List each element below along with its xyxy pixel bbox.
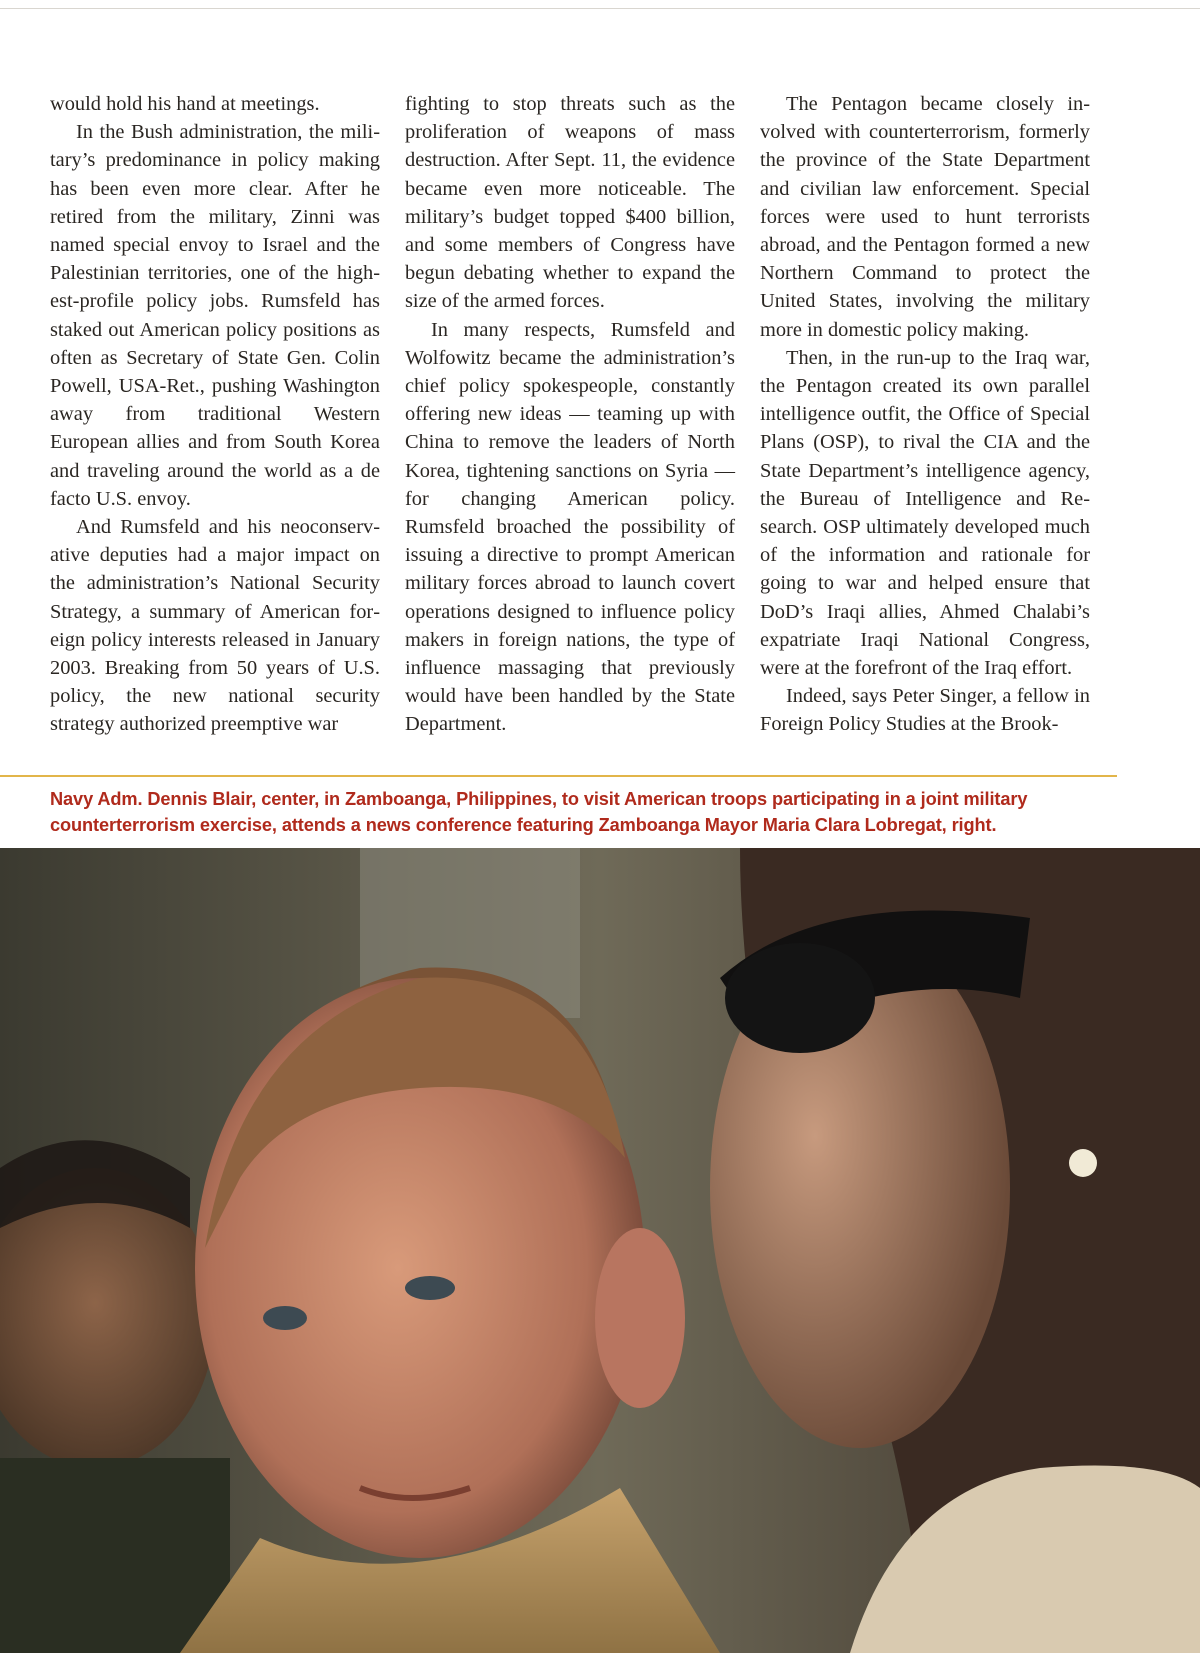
article-body [50, 90, 1090, 750]
paragraph: fighting to stop threats such as the proliferation of weapons of mass destruction. After Sept. 11, the evidence became even more noticeable. The military’s budget topped $400 billion, and some members of Congress have begun debating whether to expand the size of the armed forces. [405, 93, 735, 313]
text-column-2 [405, 90, 735, 739]
paragraph: would hold his hand at meetings. [50, 93, 320, 115]
paragraph: In the Bush administration, the military’s predominance in policy making has been even more clear. After he retired from the military, Zinni was named special envoy to Israel and the Palestinian territories, one of the highest-profile policy jobs. Rumsfeld has staked out American policy positions as often as Secretary of State Gen. Colin Powell, USA-Ret., pushing Washington away from traditional Western European allies and from South Korea and traveling around the world as a de facto U.S. envoy. [50, 121, 380, 510]
caption-rule [0, 775, 1117, 777]
text-column-3 [760, 90, 1090, 739]
paragraph: In many respects, Rumsfeld and Wolfowitz became the administration’s chief policy spokespeople, constantly offering new ideas — teaming up with China to remove the leaders of North Korea, tightening sanctions on Syria — for changing American policy. Rumsfeld broached the possibility of issuing a directive to prompt American military forces abroad to launch covert operations designed to influence policy makers in foreign nations, the type of influence massaging that previously would have been handled by the State Department. [405, 318, 735, 736]
paragraph: And Rumsfeld and his neoconservative deputies had a major impact on the administration’s National Security Strategy, a summary of American foreign policy interests released in January 2003. Breaking from 50 years of U.S. policy, the new national security strategy authorized preemptive war [50, 516, 380, 736]
top-rule [0, 8, 1200, 9]
paragraph: The Pentagon became closely involved with counterterrorism, formerly the province of the State Department and civilian law enforcement. Special forces were used to hunt terrorists abroad, and the Pentagon formed a new Northern Command to protect the United States, involving the military more in domestic policy making. [760, 93, 1090, 341]
paragraph: Then, in the run-up to the Iraq war, the Pentagon created its own parallel intelligence outfit, the Office of Special Plans (OSP), to rival the CIA and the State Department’s intelligence agency, the Bureau of Intelligence and Research. OSP ultimately developed much of the information and rationale for going to war and helped ensure that DoD’s Iraqi allies, Ahmed Chalabi’s expatriate Iraqi National Congress, were at the forefront of the Iraq effort. [760, 346, 1090, 680]
paragraph: Indeed, says Peter Singer, a fellow in Foreign Policy Studies at the Brook- [760, 685, 1090, 736]
photo [0, 848, 1200, 1653]
photo-caption: Navy Adm. Dennis Blair, center, in Zamboanga, Philippines, to visit American troops participating in a joint military counterterrorism exercise, attends a news conference featuring Zamboanga Mayor Maria Clara Lobregat, right. [50, 789, 1028, 835]
text-column-1 [50, 90, 380, 739]
photo-illustration [0, 848, 1200, 1653]
